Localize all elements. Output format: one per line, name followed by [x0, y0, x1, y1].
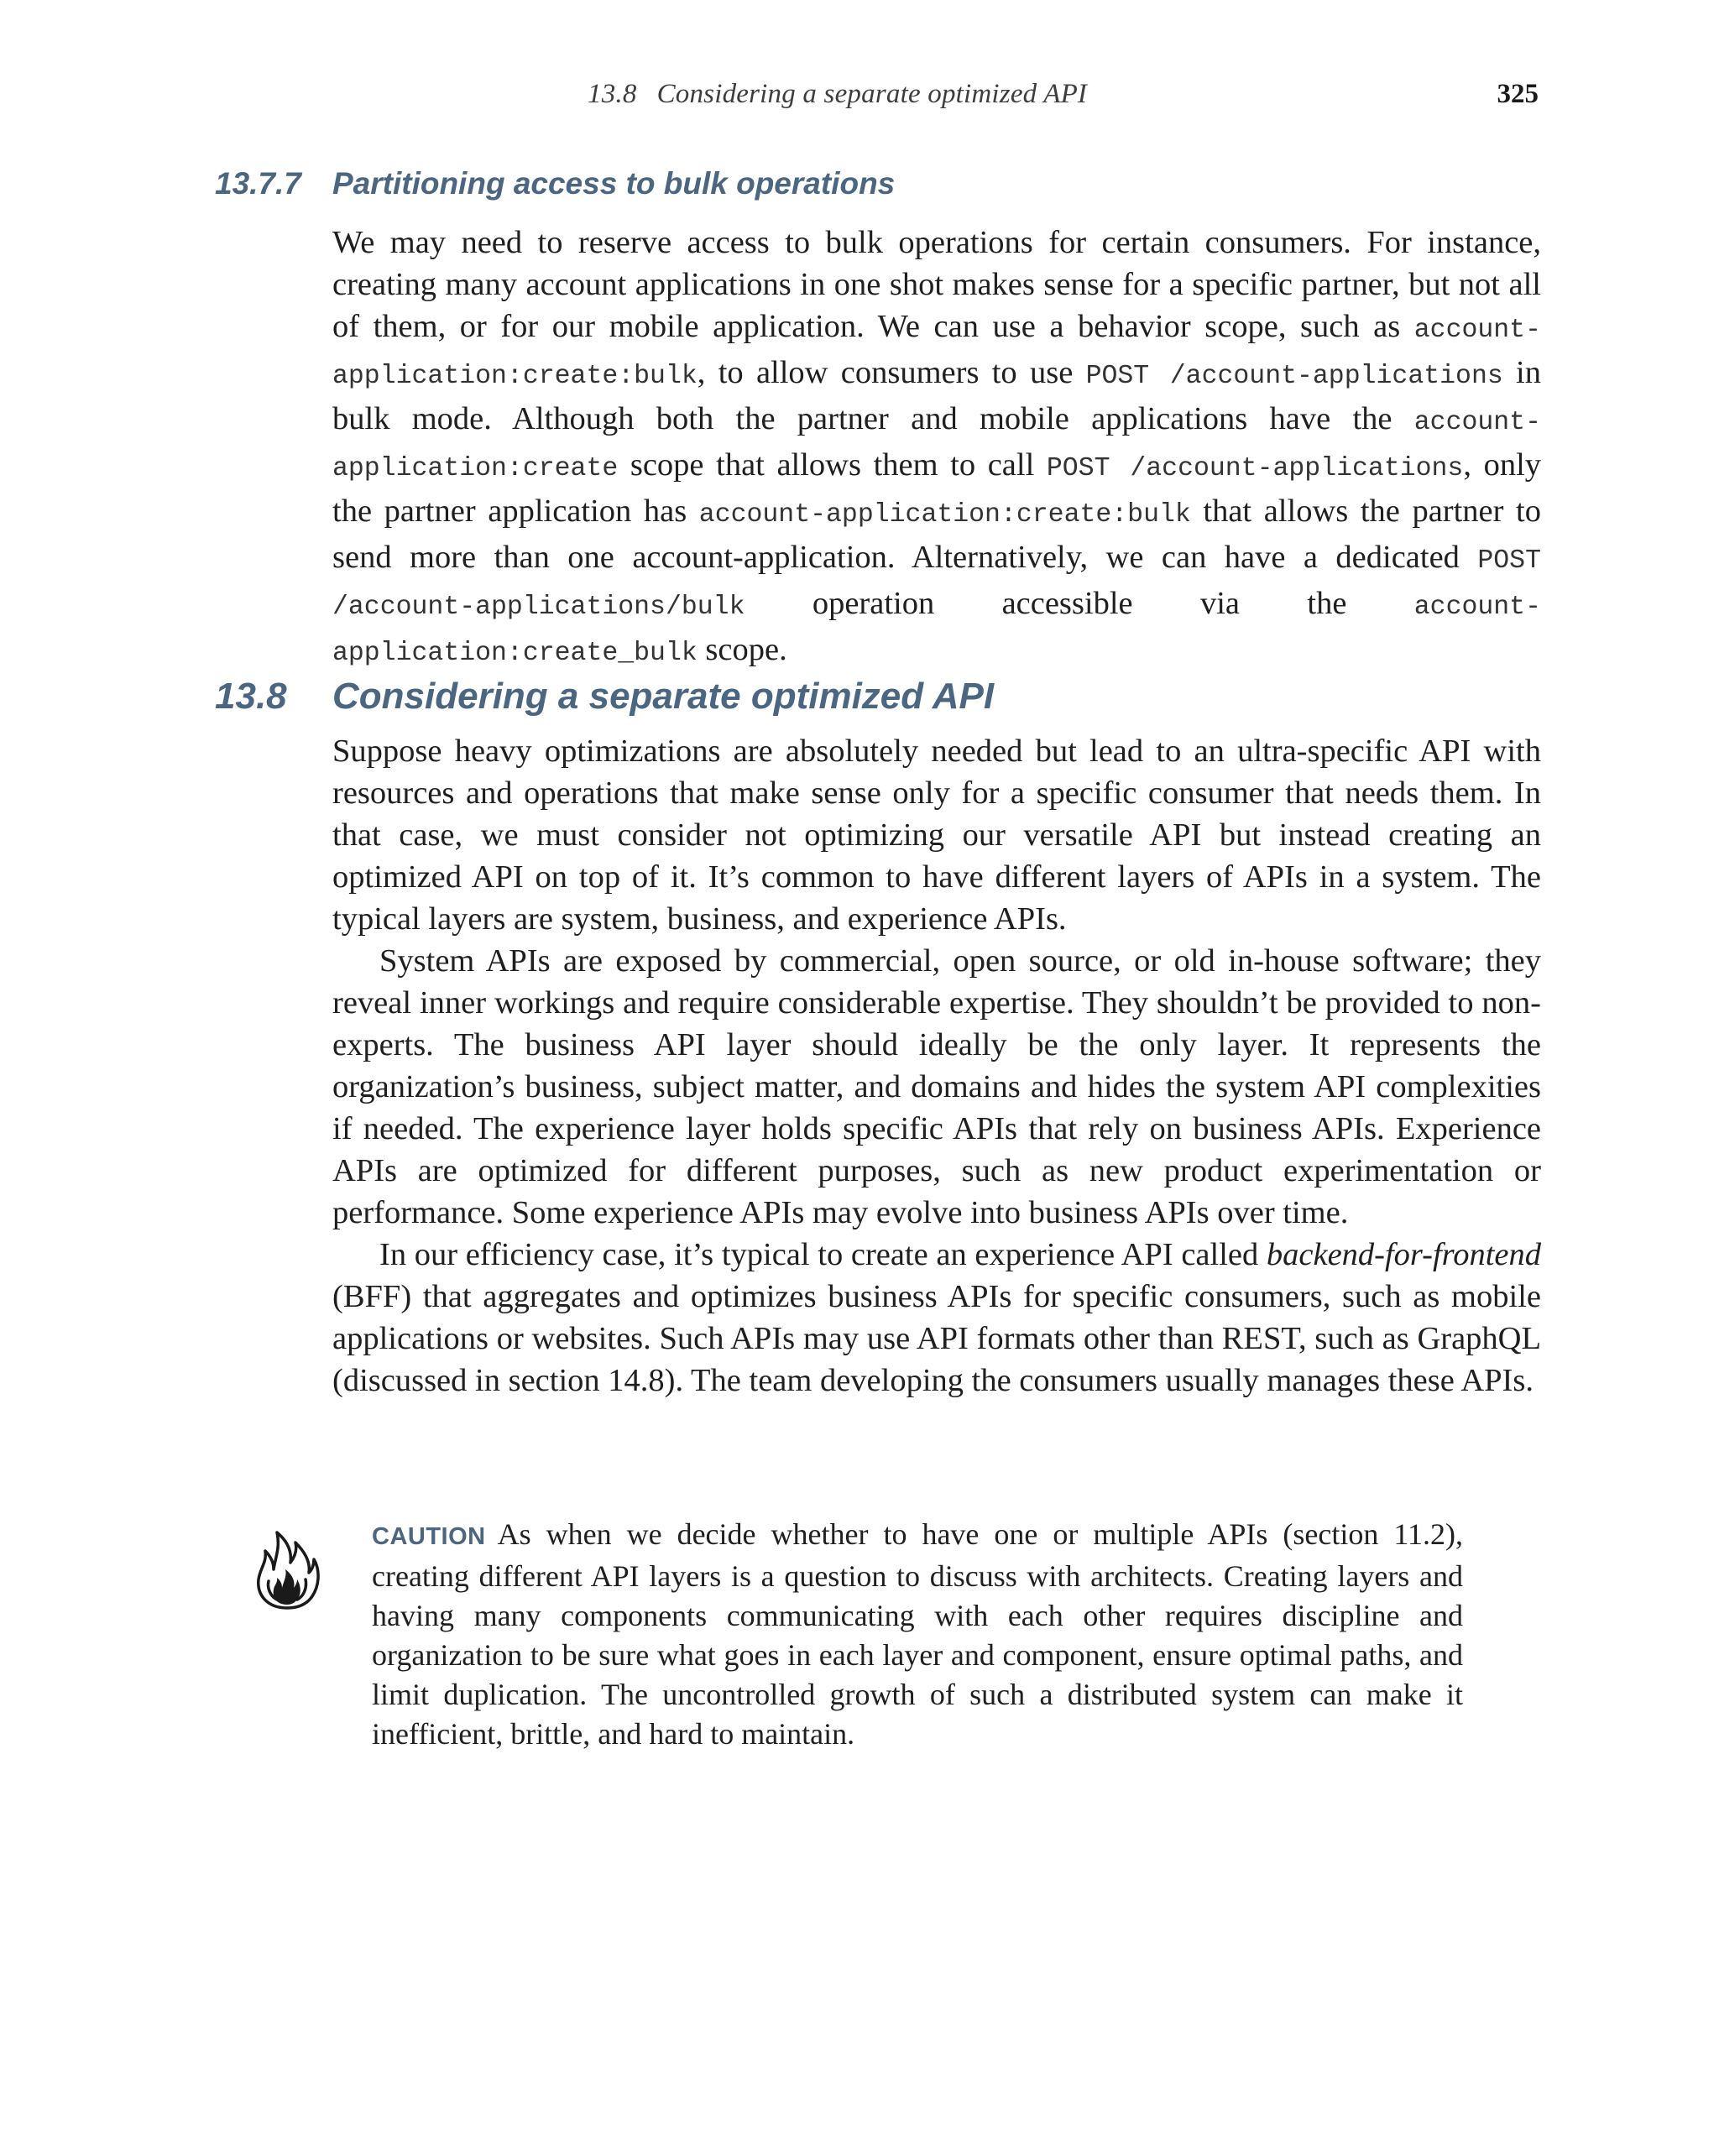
inline-code: account-application:create:bulk [698, 500, 1191, 530]
inline-code: POST /account-applications [1046, 454, 1464, 483]
section-heading-13-8 [215, 676, 994, 718]
section-13-7-7-body [332, 222, 1541, 675]
section-number: 13.8 [215, 676, 287, 717]
section-title: Partitioning access to bulk operations [332, 166, 896, 201]
caution-callout [372, 1515, 1463, 1754]
page-number: 325 [1497, 79, 1539, 109]
running-head-number: 13.8 [588, 79, 637, 109]
paragraph: System APIs are exposed by commercial, open source, or old in-house software; they reveal inner workings and require considerable expertise. They shouldn’t be provided to non-experts. The business API layer should ideally be the only layer. It represents the organization’s business, subject matter, and domains and hides the system API complexities if needed. The experience layer holds specific APIs that rely on business APIs. Experience APIs are optimized for different purposes, such as new product experimentation or performance. Some experience APIs may evolve into business APIs over time. [332, 943, 1541, 1230]
inline-code: account-application:create:bulk [332, 316, 1541, 391]
running-head-title: Considering a separate optimized API [656, 79, 1088, 109]
caution-label: CAUTION [372, 1523, 486, 1550]
inline-code: POST /account-applications [1085, 362, 1503, 391]
section-heading-13-7-7 [215, 166, 895, 201]
inline-code: account-application:create_bulk [332, 593, 1541, 668]
paragraph: We may need to reserve access to bulk operations for certain consumers. For instance, creating many account applications in one shot makes sense for a specific partner, but not all of them, or for our mobile application. We can use a behavior scope, such as account-application:create:bulk, to allow consumers to use POST /account-applications in bulk mode. Although both the partner and mobile applications have the account-application:create scope that allows them to call POST /account-applications, only the partner application has account-application:create:bulk that allows the partner to send more than one account-application. Alternatively, we can have a dedicated POST /account-applications/bulk operation accessible via the account-application:create_bulk scope. [332, 225, 1542, 668]
paragraph: In our efficiency case, it’s typical to create an experience API called backend-for-frontend (BFF) that aggregates and optimizes business APIs for specific consumers, such as mobile applications or websites. Such APIs may use API formats other than REST, such as GraphQL (discussed in section 14.8). The team developing the consumers usually manages these APIs. [332, 1237, 1541, 1398]
emphasis: backend-for-frontend [1266, 1237, 1541, 1272]
section-13-8-body [332, 730, 1541, 1402]
paragraph: Suppose heavy optimizations are absolutely needed but lead to an ultra-specific API with resources and operations that make sense only for a specific consumer that needs them. In that case, we must consider not optimizing our versatile API but instead creating an optimized API on top of it. It’s common to have different layers of APIs in a system. The typical layers are system, business, and experience APIs. [332, 733, 1541, 937]
caution-text: As when we decide whether to have one or multiple APIs (section 11.2), creating different API layers is a question to discuss with architects. Creating layers and having many components communicating with each other requires discipline and organization to be sure what goes in each layer and component, ensure optimal paths, and limit duplication. The uncontrolled growth of such a distributed system can make it inefficient, brittle, and hard to maintain. [372, 1517, 1463, 1751]
inline-code: account-application:create [332, 408, 1541, 483]
section-title: Considering a separate optimized API [332, 676, 995, 717]
section-number: 13.7.7 [215, 166, 301, 201]
inline-code: POST /account-applications/bulk [332, 546, 1541, 622]
running-head [588, 79, 1087, 110]
flame-icon [252, 1526, 322, 1611]
